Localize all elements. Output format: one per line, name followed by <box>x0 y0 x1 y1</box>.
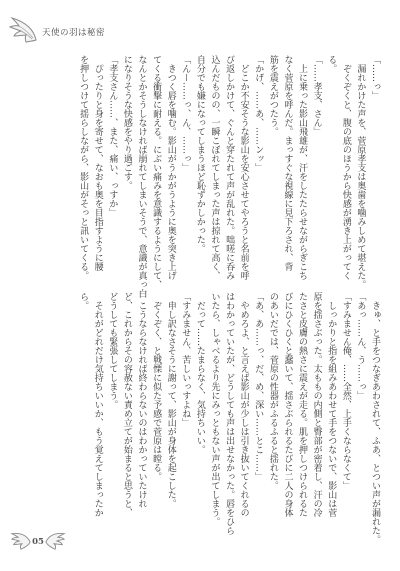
text-line: きつく唇を噛む。影山がうかがうように奥を突き上げ <box>165 64 176 280</box>
text-line: だって……たまらなく、気持ちいい。 <box>194 301 205 454</box>
book-title: 天使の羽は秘密 <box>42 28 106 38</box>
text-line: ぞくぞく、と戦慄に似た予感で菅原は瞠る。 <box>151 301 162 481</box>
text-line: 「あ、あ……っ、だ、め、深い……とこ……」 <box>253 292 264 481</box>
page-footer <box>10 528 66 558</box>
text-line: 「すみません俺、……全然、上手くならなくて」 <box>340 292 351 490</box>
text-line: きゅ、と手をつなぎあわされて、ふあ、とつい声が漏れた。 <box>370 301 380 544</box>
text-line: どこか不安そうな影山を安心させてやろうと名前を呼 <box>238 64 249 280</box>
text-line: 「あっ……ん、う……っ」 <box>355 292 366 400</box>
text-line: 「……っ」 <box>370 55 380 100</box>
left-wing-icon <box>10 530 32 552</box>
text-line: る。 <box>326 55 337 73</box>
text-line: 「かげ、……あ、……ンッ」 <box>253 55 264 172</box>
page-number: 05 <box>32 537 44 547</box>
text-line: 込んだものの、一瞬こぼれてしまった声は掠れて高く、 <box>209 55 220 280</box>
lower-text-block <box>70 292 382 542</box>
text-line: なんとかそうしなければ崩れてしまいそうで、意識が真っ白 <box>136 55 147 298</box>
text-line: いたら、しゃべるより先にみっともない声が出てしまう。 <box>209 292 220 526</box>
text-line: ら。 <box>78 292 89 310</box>
text-line: ど、これからその容赦ない責め立てが始まると思うと、 <box>121 292 132 517</box>
text-line: 「すみません、苦しいっすよね」 <box>180 292 191 427</box>
text-line: 原を揺さぶった。太ももの内側と臀部が密着し、汗の冷 <box>311 292 322 517</box>
text-line: びにひくひくと蠢いて、揺さぶられるたびに二人の身体 <box>282 292 293 517</box>
text-line: どうしても緊張してしまう。 <box>107 292 118 409</box>
text-line: を押しつけて揺らしながら、影山がそっと訊いてくる。 <box>78 55 89 280</box>
text-line: 申し訳なさそうに謝って、影山が身体を起こした。 <box>165 301 176 508</box>
right-wing-icon <box>44 530 66 552</box>
text-line: 「孝支さん……、また、痛い、っすか」 <box>107 55 118 217</box>
text-line: になりそうな快感をやり過ごす。 <box>121 55 132 190</box>
upper-text-block <box>70 55 382 298</box>
text-line: 漏れかけた声を、菅原孝支は奥歯を噛みしめて堪えた。 <box>355 64 366 289</box>
text-line: 自分でも嫌になってしまうほど恥ずかしかった。 <box>194 55 205 253</box>
text-line: しっかりと指を組みあわせて手をつないで、影山は菅 <box>326 301 337 517</box>
text-line: のあいだでは、菅原の性器がふるふると揺れた。 <box>267 292 278 490</box>
running-header <box>8 14 128 48</box>
text-line: 筋を震えがつたう。 <box>267 55 278 136</box>
text-line: それがどれだけ気持ちいいか、もう覚えてしまったか <box>92 301 103 517</box>
wing-icon <box>8 14 40 44</box>
text-line: なく菅原を呼んだ。まっすぐな視線に見下ろされ、背 <box>282 55 293 271</box>
text-line: び返しかけて、ぐんと穿たれて声が乱れた。咄嗟に呑み <box>224 55 235 280</box>
text-line: こうならなければ終わらないのはわかっていたけれ <box>136 301 147 508</box>
text-line: ぴったりと身を寄せて、なおも奥を目指すように腰 <box>92 64 103 271</box>
text-line: てくる衝撃に耐える。にぶい痛みを意識するようにして、 <box>151 55 162 289</box>
text-line: 上に乗った影山飛雄が、汗をしたたらせながらぎこち <box>297 64 308 280</box>
text-line: 「……孝支、さん」 <box>311 55 322 136</box>
text-line: はわかっていたが、どうしても声は出せなかった。唇をひら <box>224 292 235 535</box>
text-line: ぞくぞくと、腹の底のほうから快感が湧き上がってく <box>340 64 351 280</box>
text-line: たさと皮膚の熱さに震えが走る。肌を押しつけられるた <box>297 292 308 517</box>
text-line: やめろよ、と言えば影山が少しは引き抜いてくれるの <box>238 301 249 517</box>
text-line: 「んー……っ、ん、……っ」 <box>180 55 191 172</box>
